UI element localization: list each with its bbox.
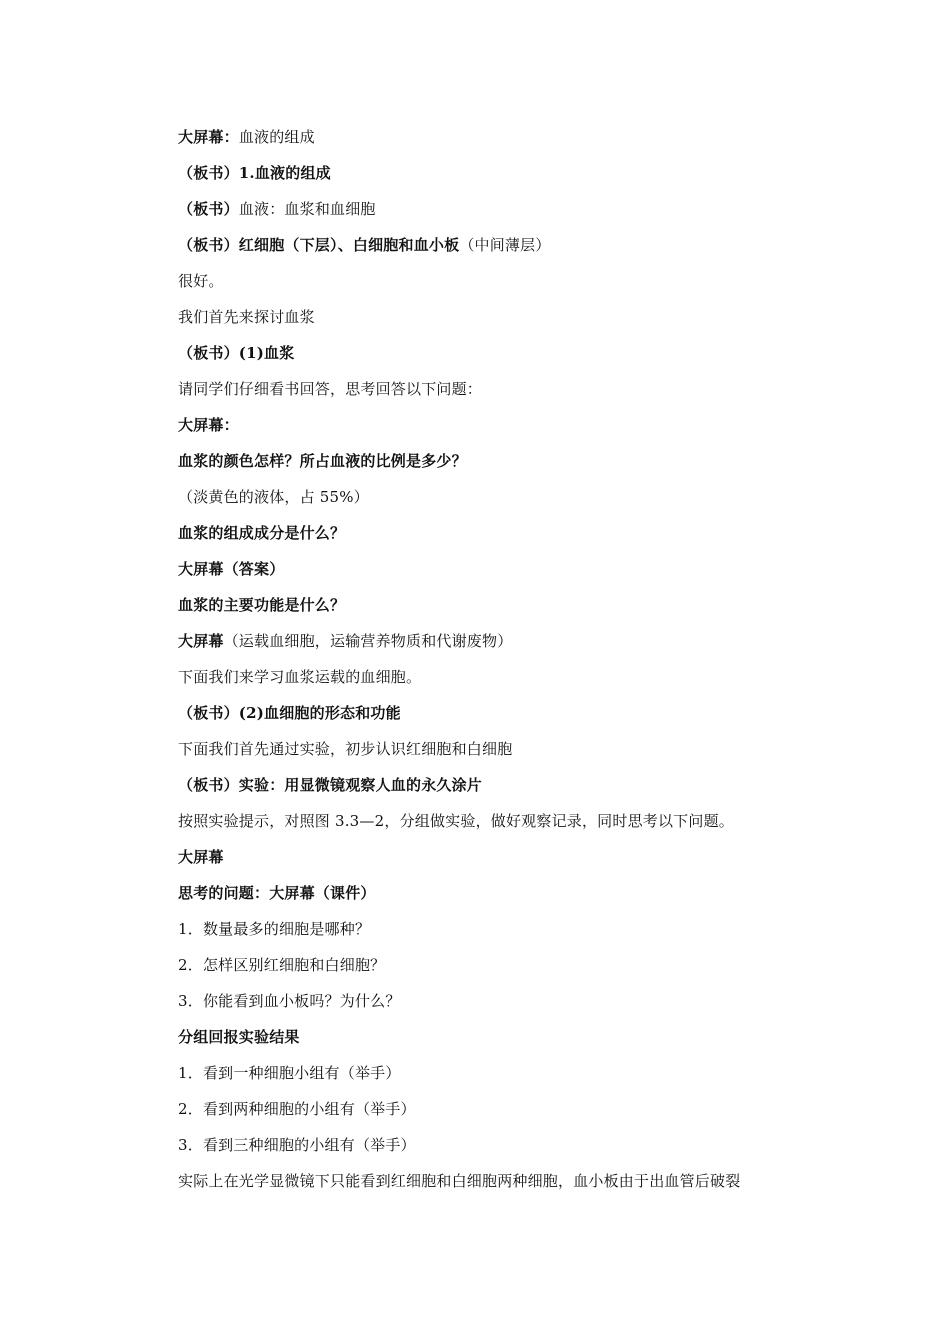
text-line-25 <box>178 990 401 1012</box>
bold-label: 分组回报实验结果 <box>178 1028 300 1046</box>
text-line-1 <box>178 126 315 148</box>
text-line-9 <box>178 414 239 436</box>
text-line-28 <box>178 1098 416 1120</box>
text-line-27 <box>178 1062 401 1084</box>
bold-label: （板书）红细胞（下层）、白细胞和血小板 <box>178 236 460 254</box>
text-line-22 <box>178 882 376 904</box>
bold-label: 血浆的组成成分是什么？ <box>178 524 346 542</box>
text-line-7 <box>178 342 294 364</box>
body-text: 2．怎样区别红细胞和白细胞？ <box>178 956 386 974</box>
text-line-12 <box>178 522 345 544</box>
text-line-6 <box>178 306 315 328</box>
body-text: （中间薄层） <box>459 236 551 254</box>
body-text: 1．看到一种细胞小组有（举手） <box>178 1064 401 1082</box>
bold-label: （板书）实验：用显微镜观察人血的永久涂片 <box>178 776 483 794</box>
body-text: 2．看到两种细胞的小组有（举手） <box>178 1100 416 1118</box>
body-text: 按照实验提示，对照图 3.3—2，分组做实验，做好观察记录，同时思考以下问题。 <box>178 812 734 830</box>
text-line-14 <box>178 594 345 616</box>
bold-label: （板书）(1)血浆 <box>178 344 295 362</box>
body-text: 请同学们仔细看书回答，思考回答以下问题： <box>178 380 483 398</box>
body-text: （运载血细胞，运输营养物质和代谢废物） <box>223 632 513 650</box>
text-line-5 <box>178 270 224 292</box>
body-text: 血液的组成 <box>238 128 315 146</box>
bold-label: 血浆的颜色怎样？所占血液的比例是多少？ <box>178 452 467 470</box>
text-line-24 <box>178 954 385 976</box>
text-line-21 <box>178 846 224 868</box>
text-line-10 <box>178 450 467 472</box>
bold-label: 思考的问题：大屏幕（课件） <box>178 884 376 902</box>
body-text: 实际上在光学显微镜下只能看到红细胞和白细胞两种细胞，血小板由于出血管后破裂 <box>178 1172 741 1190</box>
bold-label: （板书）1.血液的组成 <box>178 164 331 182</box>
text-line-20 <box>178 810 734 832</box>
text-line-8 <box>178 378 482 400</box>
body-text: 3．你能看到血小板吗？为什么？ <box>178 992 401 1010</box>
text-line-11 <box>178 486 369 508</box>
text-line-17 <box>178 702 401 724</box>
text-line-13 <box>178 558 284 580</box>
body-text: （淡黄色的液体，占 55%） <box>178 488 369 506</box>
bold-label: 大屏幕： <box>178 416 239 434</box>
body-text: 血液：血浆和血细胞 <box>238 200 376 218</box>
bold-label: 大屏幕： <box>178 128 239 146</box>
body-text: 1．数量最多的细胞是哪种？ <box>178 920 371 938</box>
text-line-15 <box>178 630 512 652</box>
bold-label: 血浆的主要功能是什么？ <box>178 596 346 614</box>
body-text: 我们首先来探讨血浆 <box>178 308 315 326</box>
body-text: 下面我们首先通过实验，初步认识红细胞和白细胞 <box>178 740 513 758</box>
bold-label: 大屏幕（答案） <box>178 560 285 578</box>
text-line-30 <box>178 1170 740 1192</box>
bold-label: （板书）(2)血细胞的形态和功能 <box>178 704 401 722</box>
text-line-2 <box>178 162 331 184</box>
bold-label: 大屏幕 <box>178 848 224 866</box>
bold-label: （板书） <box>178 200 239 218</box>
text-line-19 <box>178 774 482 796</box>
text-line-18 <box>178 738 512 760</box>
body-text: 很好。 <box>178 272 224 290</box>
text-line-23 <box>178 918 370 940</box>
text-line-16 <box>178 666 421 688</box>
text-line-3 <box>178 198 376 220</box>
bold-label: 大屏幕 <box>178 632 224 650</box>
text-line-4 <box>178 234 551 256</box>
text-line-26 <box>178 1026 300 1048</box>
body-text: 3．看到三种细胞的小组有（举手） <box>178 1136 416 1154</box>
text-line-29 <box>178 1134 416 1156</box>
body-text: 下面我们来学习血浆运载的血细胞。 <box>178 668 422 686</box>
